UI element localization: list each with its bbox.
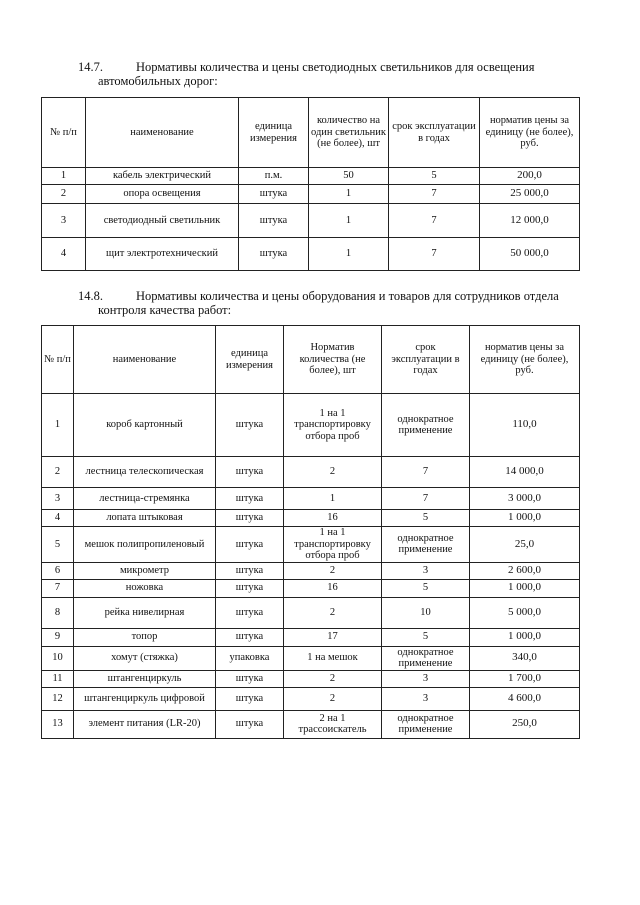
- table-cell: 1: [309, 238, 389, 271]
- table-cell: 1 на 1 транспортировку отбора проб: [284, 394, 382, 457]
- table-cell: 6: [42, 562, 74, 579]
- table-cell: 7: [382, 488, 470, 510]
- table-cell: 2: [284, 597, 382, 628]
- table-cell: 250,0: [470, 710, 580, 738]
- table-cell: 2: [284, 670, 382, 687]
- table-cell: 8: [42, 597, 74, 628]
- table-cell: 3: [382, 670, 470, 687]
- table-cell: короб картонный: [74, 394, 216, 457]
- table-cell: рейка нивелирная: [74, 597, 216, 628]
- table-cell: 13: [42, 710, 74, 738]
- table-cell: опора освещения: [86, 185, 239, 204]
- table-cell: 7: [382, 457, 470, 488]
- table-cell: 3 000,0: [470, 488, 580, 510]
- table-cell: штука: [239, 238, 309, 271]
- table-cell: штука: [216, 510, 284, 527]
- table-cell: 16: [284, 510, 382, 527]
- table-cell: 4: [42, 238, 86, 271]
- table-cell: упаковка: [216, 646, 284, 670]
- table-row: [42, 394, 580, 457]
- table-cell: 4: [42, 510, 74, 527]
- header-cell: Норматив количества (не более), шт: [284, 326, 382, 394]
- table-row: [42, 687, 580, 710]
- table-cell: штука: [216, 687, 284, 710]
- table-cell: 2 600,0: [470, 562, 580, 579]
- table-row: [42, 185, 580, 204]
- table-cell: 5: [382, 628, 470, 646]
- table-cell: штука: [239, 204, 309, 238]
- table-cell: 1: [42, 394, 74, 457]
- table-cell: штангенциркуль: [74, 670, 216, 687]
- table-cell: 50 000,0: [480, 238, 580, 271]
- table-cell: однократное применение: [382, 646, 470, 670]
- table-cell: 3: [382, 562, 470, 579]
- table-cell: 340,0: [470, 646, 580, 670]
- table-cell: 110,0: [470, 394, 580, 457]
- section-title-line2: автомобильных дорог:: [98, 74, 218, 88]
- table-cell: 10: [382, 597, 470, 628]
- table-cell: 11: [42, 670, 74, 687]
- table-cell: штангенциркуль цифровой: [74, 687, 216, 710]
- table-cell: 1: [284, 488, 382, 510]
- table-cell: однократное применение: [382, 394, 470, 457]
- table-cell: 5: [382, 510, 470, 527]
- section-title-line1: Нормативы количества и цены оборудования и товаров для сотрудников отдела: [136, 289, 559, 303]
- table-cell: 3: [42, 204, 86, 238]
- header-cell: наименование: [74, 326, 216, 394]
- table-cell: штука: [216, 562, 284, 579]
- table-cell: 5: [382, 579, 470, 597]
- equipment-norms-table: [41, 325, 580, 739]
- table-cell: 25,0: [470, 527, 580, 563]
- table-cell: 4 600,0: [470, 687, 580, 710]
- table-cell: топор: [74, 628, 216, 646]
- table-cell: 1 700,0: [470, 670, 580, 687]
- table-cell: лопата штыковая: [74, 510, 216, 527]
- table-row: [42, 710, 580, 738]
- table-cell: 2 на 1 трассоискатель: [284, 710, 382, 738]
- table-cell: 7: [389, 238, 480, 271]
- table-cell: п.м.: [239, 168, 309, 185]
- table-row: [42, 510, 580, 527]
- table-cell: 2: [284, 687, 382, 710]
- header-row: [42, 98, 580, 168]
- header-row: [42, 326, 580, 394]
- section-14-7-heading: [78, 60, 578, 88]
- table-cell: 200,0: [480, 168, 580, 185]
- table-cell: светодиодный светильник: [86, 204, 239, 238]
- table-cell: ножовка: [74, 579, 216, 597]
- table-cell: микрометр: [74, 562, 216, 579]
- table-cell: лестница телескопическая: [74, 457, 216, 488]
- section-14-8-heading: [78, 289, 578, 317]
- table-cell: 7: [389, 185, 480, 204]
- table-row: [42, 488, 580, 510]
- header-cell: срок эксплуатации в годах: [382, 326, 470, 394]
- table-cell: 2: [42, 457, 74, 488]
- header-cell: № п/п: [42, 98, 86, 168]
- table-cell: 50: [309, 168, 389, 185]
- table-row: [42, 579, 580, 597]
- table-cell: 1 на мешок: [284, 646, 382, 670]
- table-cell: мешок полипропиленовый: [74, 527, 216, 563]
- table-cell: 1 000,0: [470, 579, 580, 597]
- table-cell: 3: [382, 687, 470, 710]
- table-cell: однократное применение: [382, 527, 470, 563]
- table-cell: 5: [42, 527, 74, 563]
- table-cell: 5: [389, 168, 480, 185]
- table-cell: штука: [216, 579, 284, 597]
- table-cell: 16: [284, 579, 382, 597]
- table-cell: однократное применение: [382, 710, 470, 738]
- header-cell: единица измерения: [216, 326, 284, 394]
- table-row: [42, 562, 580, 579]
- table-row: [42, 238, 580, 271]
- table-cell: штука: [216, 488, 284, 510]
- header-cell: норматив цены за единицу (не более), руб.: [480, 98, 580, 168]
- table-cell: щит электротехнический: [86, 238, 239, 271]
- table-cell: 1 000,0: [470, 510, 580, 527]
- header-cell: количество на один светильник (не более), шт: [309, 98, 389, 168]
- table-cell: штука: [216, 597, 284, 628]
- table-cell: хомут (стяжка): [74, 646, 216, 670]
- table-row: [42, 457, 580, 488]
- table-cell: 12: [42, 687, 74, 710]
- table-cell: штука: [239, 185, 309, 204]
- table-cell: 10: [42, 646, 74, 670]
- table-cell: 1: [309, 204, 389, 238]
- table-cell: 3: [42, 488, 74, 510]
- table-cell: 1 на 1 транспортировку отбора проб: [284, 527, 382, 563]
- header-cell: № п/п: [42, 326, 74, 394]
- table-cell: штука: [216, 670, 284, 687]
- table-row: [42, 646, 580, 670]
- table-cell: 1: [309, 185, 389, 204]
- table-row: [42, 628, 580, 646]
- table-row: [42, 597, 580, 628]
- table-cell: штука: [216, 457, 284, 488]
- table-cell: 2: [42, 185, 86, 204]
- table-row: [42, 670, 580, 687]
- table-cell: 9: [42, 628, 74, 646]
- table-cell: штука: [216, 628, 284, 646]
- table-row: [42, 527, 580, 563]
- table-cell: лестница-стремянка: [74, 488, 216, 510]
- header-cell: наименование: [86, 98, 239, 168]
- section-title-line1: Нормативы количества и цены светодиодных светильников для освещения: [136, 60, 535, 74]
- header-cell: единица измерения: [239, 98, 309, 168]
- header-cell: срок эксплуатации в годах: [389, 98, 480, 168]
- table-cell: 1 000,0: [470, 628, 580, 646]
- table-cell: штука: [216, 527, 284, 563]
- table-cell: 7: [389, 204, 480, 238]
- table-cell: 25 000,0: [480, 185, 580, 204]
- table-cell: штука: [216, 710, 284, 738]
- lamp-norms-table: [41, 97, 580, 271]
- table-cell: 1: [42, 168, 86, 185]
- section-title-line2: контроля качества работ:: [98, 303, 232, 317]
- table-row: [42, 168, 580, 185]
- table-cell: 7: [42, 579, 74, 597]
- table-cell: 2: [284, 457, 382, 488]
- table-cell: 2: [284, 562, 382, 579]
- table-cell: 17: [284, 628, 382, 646]
- table-cell: элемент питания (LR-20): [74, 710, 216, 738]
- table-row: [42, 204, 580, 238]
- table-cell: 12 000,0: [480, 204, 580, 238]
- table-cell: штука: [216, 394, 284, 457]
- table-cell: кабель электрический: [86, 168, 239, 185]
- header-cell: норматив цены за единицу (не более), руб.: [470, 326, 580, 394]
- table-cell: 14 000,0: [470, 457, 580, 488]
- table-cell: 5 000,0: [470, 597, 580, 628]
- section-number: 14.7.: [78, 60, 103, 74]
- section-number: 14.8.: [78, 289, 103, 303]
